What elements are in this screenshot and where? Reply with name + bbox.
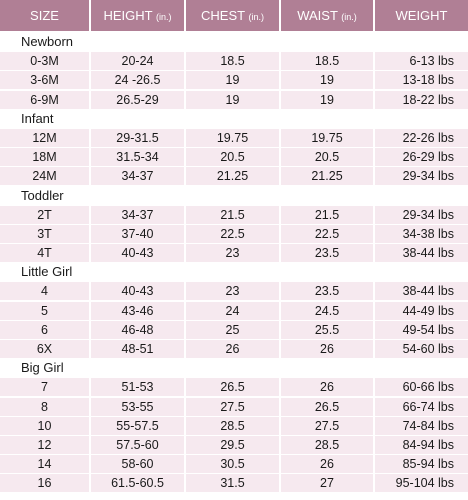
cell-size: 3-6M [0,71,89,89]
cell-size: 4 [0,282,89,300]
cell-size: 10 [0,417,89,435]
cell-size: 18M [0,148,89,166]
cell-waist: 19 [281,91,373,109]
cell-height: 26.5-29 [91,91,184,109]
cell-chest: 20.5 [186,148,279,166]
cell-height: 24 -26.5 [91,71,184,89]
table-row [0,417,468,436]
cell-size: 12 [0,436,89,454]
cell-weight: 60-66 lbs [375,378,468,396]
category-row [0,263,468,282]
cell-weight: 34-38 lbs [375,225,468,243]
cell-weight: 38-44 lbs [375,244,468,262]
cell-chest: 26 [186,340,279,358]
category-row [0,359,468,378]
cell-size: 2T [0,206,89,224]
cell-height: 40-43 [91,244,184,262]
cell-chest: 31.5 [186,474,279,492]
header-size-label: SIZE [30,8,59,23]
cell-chest: 19 [186,71,279,89]
category-row [0,33,468,52]
cell-chest: 26.5 [186,378,279,396]
cell-size: 8 [0,398,89,416]
cell-weight: 84-94 lbs [375,436,468,454]
cell-height: 20-24 [91,52,184,70]
header-weight-label: WEIGHT [395,8,448,23]
table-row [0,474,468,493]
cell-chest: 28.5 [186,417,279,435]
cell-chest: 23 [186,282,279,300]
cell-chest: 27.5 [186,398,279,416]
cell-weight: 74-84 lbs [375,417,468,435]
table-row [0,398,468,417]
cell-waist: 23.5 [281,282,373,300]
cell-waist: 25.5 [281,321,373,339]
table-row [0,244,468,263]
table-row [0,378,468,397]
cell-chest: 19.75 [186,129,279,147]
cell-weight: 6-13 lbs [375,52,468,70]
cell-weight: 49-54 lbs [375,321,468,339]
cell-height: 61.5-60.5 [91,474,184,492]
table-row [0,302,468,321]
header-chest [186,0,279,31]
cell-size: 16 [0,474,89,492]
cell-size: 0-3M [0,52,89,70]
table-row [0,340,468,359]
table-row [0,129,468,148]
cell-size: 12M [0,129,89,147]
cell-waist: 18.5 [281,52,373,70]
table-row [0,91,468,110]
cell-height: 29-31.5 [91,129,184,147]
header-chest-label: CHEST [201,8,245,23]
header-chest-unit: (in.) [248,12,264,22]
header-waist [281,0,373,31]
cell-weight: 54-60 lbs [375,340,468,358]
cell-weight: 29-34 lbs [375,206,468,224]
cell-size: 3T [0,225,89,243]
cell-height: 58-60 [91,455,184,473]
category-label: Little Girl [0,263,468,281]
cell-waist: 19.75 [281,129,373,147]
cell-weight: 22-26 lbs [375,129,468,147]
cell-weight: 13-18 lbs [375,71,468,89]
cell-weight: 18-22 lbs [375,91,468,109]
table-row [0,225,468,244]
cell-weight: 38-44 lbs [375,282,468,300]
category-label: Newborn [0,33,468,51]
cell-weight: 26-29 lbs [375,148,468,166]
table-row [0,71,468,90]
cell-height: 37-40 [91,225,184,243]
cell-chest: 24 [186,302,279,320]
cell-weight: 85-94 lbs [375,455,468,473]
cell-waist: 20.5 [281,148,373,166]
cell-waist: 26 [281,378,373,396]
cell-size: 5 [0,302,89,320]
cell-chest: 23 [186,244,279,262]
cell-chest: 21.5 [186,206,279,224]
cell-size: 4T [0,244,89,262]
cell-chest: 22.5 [186,225,279,243]
cell-chest: 29.5 [186,436,279,454]
cell-height: 53-55 [91,398,184,416]
table-row [0,455,468,474]
cell-waist: 26.5 [281,398,373,416]
category-row [0,110,468,129]
cell-size: 24M [0,167,89,185]
header-height [91,0,184,31]
cell-size: 14 [0,455,89,473]
cell-height: 31.5-34 [91,148,184,166]
header-waist-unit: (in.) [341,12,357,22]
category-label: Big Girl [0,359,468,377]
cell-waist: 24.5 [281,302,373,320]
cell-waist: 21.5 [281,206,373,224]
table-row [0,436,468,455]
cell-weight: 29-34 lbs [375,167,468,185]
cell-weight: 95-104 lbs [375,474,468,492]
cell-size: 7 [0,378,89,396]
cell-waist: 28.5 [281,436,373,454]
cell-waist: 23.5 [281,244,373,262]
cell-size: 6-9M [0,91,89,109]
cell-weight: 66-74 lbs [375,398,468,416]
cell-height: 55-57.5 [91,417,184,435]
cell-height: 34-37 [91,206,184,224]
cell-waist: 19 [281,71,373,89]
cell-chest: 30.5 [186,455,279,473]
cell-chest: 19 [186,91,279,109]
cell-weight: 44-49 lbs [375,302,468,320]
category-label: Infant [0,110,468,128]
cell-size: 6X [0,340,89,358]
size-chart-body [0,33,468,494]
table-row [0,321,468,340]
cell-height: 40-43 [91,282,184,300]
table-row [0,206,468,225]
cell-waist: 26 [281,455,373,473]
cell-waist: 22.5 [281,225,373,243]
header-size [0,0,89,31]
cell-size: 6 [0,321,89,339]
category-label: Toddler [0,187,468,205]
table-row [0,52,468,71]
cell-height: 43-46 [91,302,184,320]
table-row [0,167,468,186]
header-height-unit: (in.) [156,12,172,22]
cell-height: 57.5-60 [91,436,184,454]
cell-chest: 18.5 [186,52,279,70]
cell-height: 48-51 [91,340,184,358]
table-row [0,148,468,167]
cell-height: 34-37 [91,167,184,185]
category-row [0,187,468,206]
cell-waist: 27 [281,474,373,492]
cell-waist: 26 [281,340,373,358]
cell-waist: 21.25 [281,167,373,185]
header-weight [375,0,468,31]
header-height-label: HEIGHT [103,8,153,23]
size-chart-header [0,0,468,31]
cell-chest: 25 [186,321,279,339]
table-row [0,282,468,301]
cell-height: 46-48 [91,321,184,339]
cell-height: 51-53 [91,378,184,396]
cell-chest: 21.25 [186,167,279,185]
header-waist-label: WAIST [297,8,338,23]
cell-waist: 27.5 [281,417,373,435]
